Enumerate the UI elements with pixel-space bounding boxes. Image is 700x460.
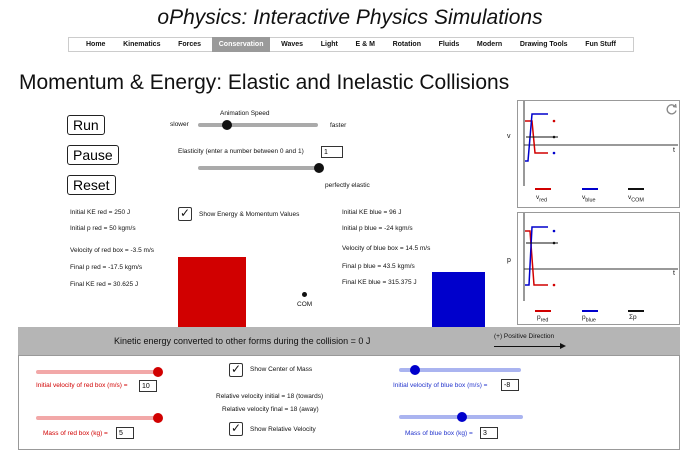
animation-speed-label: Animation Speed	[220, 110, 270, 117]
page-title: Momentum & Energy: Elastic and Inelastic Collisions	[19, 71, 510, 94]
nav-conservation[interactable]: Conservation	[212, 37, 271, 52]
nav-waves[interactable]: Waves	[281, 41, 304, 48]
momentum-graph-plot	[518, 213, 681, 326]
p-sum-point	[553, 242, 556, 245]
nav-drawing-tools[interactable]: Drawing Tools	[519, 41, 568, 48]
red-box[interactable]	[178, 257, 246, 327]
show-values-label: Show Energy & Momentum Values	[199, 211, 300, 218]
p-blue-line	[525, 227, 548, 285]
red-velocity-label: Initial velocity of red box (m/s) =	[36, 382, 128, 389]
nav-home[interactable]: Home	[86, 41, 106, 48]
red-velocity: Velocity of red box = -3.5 m/s	[70, 247, 154, 254]
site-title: oPhysics: Interactive Physics Simulations	[157, 6, 543, 29]
blue-mass-label: Mass of blue box (kg) =	[405, 430, 473, 437]
blue-velocity-slider-thumb[interactable]	[410, 365, 420, 375]
v-red-point	[553, 120, 556, 123]
relative-velocity-final: Relative velocity final = 18 (away)	[222, 406, 319, 413]
slower-label: slower	[170, 121, 189, 128]
show-com-checkbox[interactable]: ✓	[230, 362, 242, 376]
v-com-point	[553, 136, 556, 139]
red-initial-p: Initial p red = 50 kgm/s	[70, 225, 136, 232]
red-final-p: Final p red = -17.5 kgm/s	[70, 264, 143, 271]
velocity-graph-plot	[518, 101, 681, 209]
com-label: COM	[297, 301, 313, 308]
red-mass-slider-track[interactable]	[36, 416, 160, 420]
com-marker	[302, 292, 307, 297]
show-com-label: Show Center of Mass	[250, 366, 313, 373]
legend-vblue: $v_{blue}$	[582, 194, 596, 204]
nav-rotation[interactable]: Rotation	[392, 41, 421, 48]
positive-direction-label: (+) Positive Direction	[494, 333, 555, 340]
legend-pblue: $p_{blue}$	[582, 314, 596, 324]
red-velocity-slider-track[interactable]	[36, 370, 160, 374]
reset-button[interactable]: Reset	[67, 175, 116, 195]
show-values-checkbox[interactable]: ✓	[179, 206, 191, 220]
show-relative-velocity-checkbox[interactable]: ✓	[230, 421, 242, 435]
legend-pred: $p_{red}$	[537, 314, 549, 324]
red-initial-ke: Initial KE red = 250 J	[70, 209, 131, 216]
v-t-label: t	[673, 147, 675, 154]
relative-velocity-initial: Relative velocity initial = 18 (towards)	[216, 393, 324, 400]
red-mass-input[interactable]	[116, 427, 134, 439]
nav-em[interactable]: E & M	[355, 41, 375, 48]
pause-button[interactable]: Pause	[67, 145, 119, 165]
nav-fluids[interactable]: Fluids	[438, 41, 460, 48]
blue-initial-p: Initial p blue = -24 kgm/s	[342, 225, 413, 232]
nav-forces[interactable]: Forces	[178, 41, 202, 48]
refresh-icon[interactable]	[665, 103, 678, 116]
elasticity-slider-track[interactable]	[198, 166, 322, 170]
p-axis-label: p	[507, 257, 511, 264]
p-blue-point	[553, 230, 556, 233]
blue-mass-input[interactable]	[480, 427, 498, 439]
elasticity-input[interactable]	[321, 146, 343, 158]
direction-arrow-head-icon	[560, 343, 566, 349]
nav-fun-stuff[interactable]: Fun Stuff	[585, 41, 616, 48]
blue-mass-slider-thumb[interactable]	[457, 412, 467, 422]
show-relative-velocity-label: Show Relative Velocity	[250, 426, 316, 433]
legend-psum: Σp	[629, 314, 637, 321]
v-axis-label: v	[507, 133, 511, 140]
blue-final-p: Final p blue = 43.5 kgm/s	[342, 263, 415, 270]
v-blue-point	[553, 152, 556, 155]
run-button[interactable]: Run	[67, 115, 105, 135]
momentum-graph	[507, 212, 680, 325]
ke-converted-text: Kinetic energy converted to other forms during the collision = 0 J	[114, 336, 371, 346]
red-mass-label: Mass of red box (kg) =	[43, 430, 108, 437]
settings-panel	[18, 355, 680, 450]
blue-velocity: Velocity of blue box = 14.5 m/s	[342, 245, 431, 252]
ke-status-bar	[18, 327, 680, 355]
blue-initial-ke: Initial KE blue = 96 J	[342, 209, 402, 216]
blue-box[interactable]	[432, 272, 485, 327]
nav-light[interactable]: Light	[320, 41, 338, 48]
speed-slider-track[interactable]	[198, 123, 318, 127]
legend-vred: $v_{red}$	[536, 194, 548, 204]
red-mass-slider-thumb[interactable]	[153, 413, 163, 423]
red-velocity-input[interactable]	[139, 380, 157, 392]
nav-bar	[68, 37, 634, 52]
red-final-ke: Final KE red = 30.625 J	[70, 281, 139, 288]
p-t-label: t	[673, 270, 675, 277]
legend-vcom: $v_{COM}$	[628, 194, 644, 204]
velocity-graph	[507, 100, 680, 208]
red-velocity-slider-thumb[interactable]	[153, 367, 163, 377]
elasticity-note: perfectly elastic	[325, 182, 370, 189]
elasticity-slider-thumb[interactable]	[314, 163, 324, 173]
elasticity-label: Elasticity (enter a number between 0 and 1)	[178, 148, 304, 155]
nav-modern[interactable]: Modern	[476, 41, 503, 48]
speed-slider-thumb[interactable]	[222, 120, 232, 130]
direction-arrow-shaft	[494, 346, 562, 347]
blue-velocity-input[interactable]	[501, 379, 519, 391]
faster-label: faster	[330, 122, 347, 129]
blue-final-ke: Final KE blue = 315.375 J	[342, 279, 417, 286]
p-red-point	[553, 284, 556, 287]
blue-velocity-label: Initial velocity of blue box (m/s) =	[393, 382, 488, 389]
p-red-line	[525, 231, 548, 285]
nav-kinematics[interactable]: Kinematics	[123, 41, 161, 48]
